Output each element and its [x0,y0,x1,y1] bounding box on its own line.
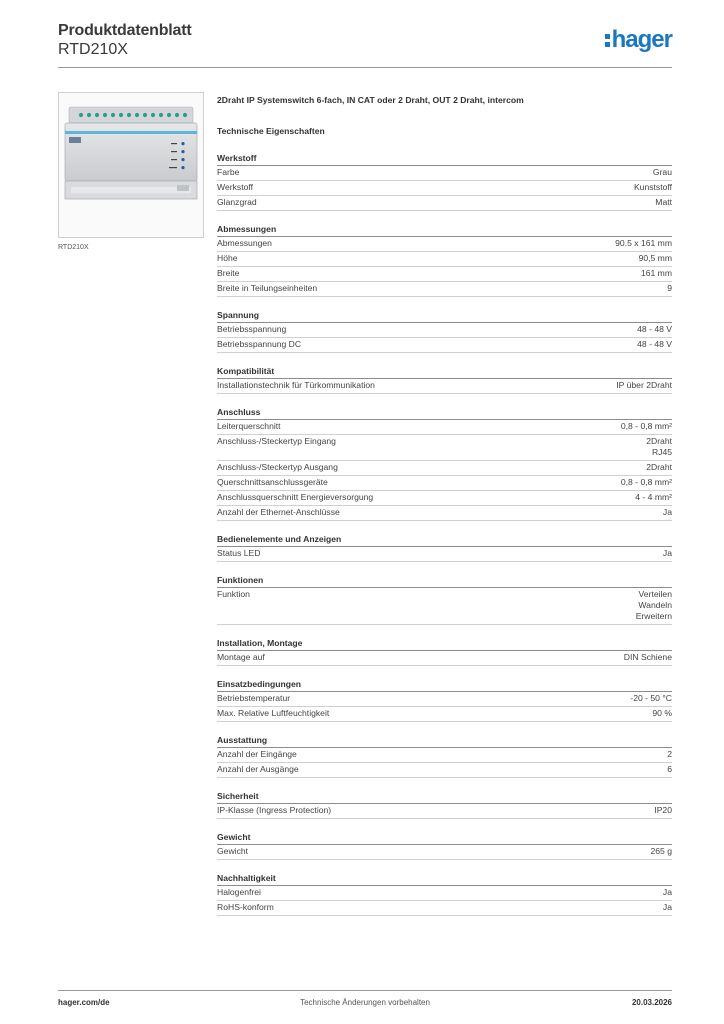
spec-label: Montage auf [217,652,265,662]
spec-value [667,749,672,760]
spec-value-line: Ja [662,548,672,558]
spec-row [217,588,672,625]
spec-value [616,380,672,391]
spec-value-line: 2Draht [646,436,672,446]
spec-row [217,651,672,666]
spec-value [654,805,672,816]
spec-row [217,420,672,435]
spec-row [217,435,672,461]
spec-section [217,223,672,297]
spec-value [621,421,672,432]
spec-row [217,763,672,778]
spec-row [217,267,672,282]
spec-value-line: IP über 2Draht [616,380,672,390]
spec-label: Max. Relative Luftfeuchtigkeit [217,708,330,718]
spec-label: Werkstoff [217,182,253,192]
spec-value-line: 48 - 48 V [637,339,672,349]
spec-row [217,886,672,901]
page-title: Produktdatenblatt [58,22,192,39]
section-title: Kompatibilität [217,365,672,379]
spec-label: Anzahl der Ethernet-Anschlüsse [217,507,340,517]
spec-section [217,678,672,722]
spec-value [636,589,672,622]
spec-label: IP-Klasse (Ingress Protection) [217,805,332,815]
spec-row [217,379,672,394]
spec-value [663,902,672,913]
spec-row [217,252,672,267]
product-code: RTD210X [58,41,128,58]
spec-section [217,406,672,521]
section-title: Einsatzbedingungen [217,678,672,692]
section-title: Bedienelemente und Anzeigen [217,533,672,547]
spec-value-line: 90 % [652,708,672,718]
spec-row [217,901,672,916]
spec-row [217,196,672,211]
spec-label: Anschlussquerschnitt Energieversorgung [217,492,374,502]
spec-label: Breite in Teilungseinheiten [217,283,318,293]
spec-label: Gewicht [217,846,249,856]
spec-row [217,461,672,476]
section-title: Gewicht [217,831,672,845]
spec-section [217,637,672,666]
spec-value [663,887,672,898]
spec-value-line: 2 [667,749,672,759]
spec-row [217,338,672,353]
spec-section [217,365,672,394]
section-title: Werkstoff [217,152,672,166]
spec-value [641,268,672,279]
spec-row [217,804,672,819]
spec-section [217,734,672,778]
section-title: Funktionen [217,574,672,588]
spec-value-line: 0,8 - 0,8 mm² [620,421,672,431]
spec-value [650,846,672,857]
spec-section [217,309,672,353]
spec-row [217,282,672,297]
spec-value-line: 161 mm [640,268,672,278]
section-title: Installation, Montage [217,637,672,651]
spec-label: Glanzgrad [217,197,257,207]
spec-value-line: Grau [652,167,672,177]
spec-value [637,339,672,350]
spec-value-line: 90.5 x 161 mm [615,238,672,248]
spec-value [624,652,672,663]
spec-row [217,707,672,722]
spec-label: Betriebsspannung [217,324,287,334]
spec-row [217,237,672,252]
spec-label: Funktion [217,589,250,599]
section-title: Sicherheit [217,790,672,804]
spec-section [217,872,672,916]
switch-device-icon [59,93,203,237]
spec-row [217,166,672,181]
spec-content [217,95,672,928]
spec-label: RoHS-konform [217,902,274,912]
spec-value [655,197,672,208]
spec-value [663,548,672,559]
spec-value [630,693,672,704]
spec-row [217,181,672,196]
spec-section [217,574,672,625]
spec-value [635,492,672,503]
spec-row [217,547,672,562]
spec-sections [217,152,672,916]
spec-row [217,476,672,491]
page-header [58,20,672,68]
spec-value-line: 2Draht [646,462,672,472]
spec-row [217,323,672,338]
page-footer [58,990,672,1012]
spec-label: Höhe [217,253,238,263]
spec-value-line: Verteilen [638,589,672,599]
spec-value-line: 9 [667,283,672,293]
spec-value-line: 6 [667,764,672,774]
product-image [58,92,204,238]
spec-value-line: 265 g [650,846,672,856]
footer-website-link[interactable]: hager.com/de [58,998,110,1007]
spec-label: Leiterquerschnitt [217,421,281,431]
section-title: Nachhaltigkeit [217,872,672,886]
spec-value [652,708,672,719]
spec-label: Abmessungen [217,238,272,248]
footer-disclaimer: Technische Änderungen vorbehalten [300,998,430,1007]
spec-section [217,152,672,211]
spec-section [217,831,672,860]
spec-value [634,182,672,193]
spec-value [646,436,672,458]
hager-logo [605,26,672,54]
spec-value [621,477,672,488]
spec-row [217,491,672,506]
spec-row [217,692,672,707]
spec-value-line: RJ45 [651,447,672,457]
section-title: Ausstattung [217,734,672,748]
spec-value [667,283,672,294]
spec-row [217,845,672,860]
product-description: 2Draht IP Systemswitch 6-fach, IN CAT oder 2 Draht, OUT 2 Draht, intercom [217,95,524,105]
spec-label: Breite [217,268,240,278]
technical-properties-heading: Technische Eigenschaften [217,126,325,136]
spec-row [217,506,672,521]
spec-label: Anzahl der Eingänge [217,749,297,759]
spec-value [639,253,672,264]
spec-value-line: Ja [662,887,672,897]
spec-value-line: 48 - 48 V [637,324,672,334]
spec-label: Querschnittsanschlussgeräte [217,477,328,487]
spec-value-line: 4 - 4 mm² [635,492,672,502]
spec-label: Betriebstemperatur [217,693,291,703]
spec-label: Halogenfrei [217,887,261,897]
spec-value-line: Wandeln [638,600,672,610]
spec-label: Anzahl der Ausgänge [217,764,299,774]
logo-text: hager [611,26,672,53]
spec-label: Status LED [217,548,261,558]
spec-row [217,748,672,763]
footer-date: 20.03.2026 [631,998,672,1007]
spec-section [217,790,672,819]
logo-dots-icon [605,34,610,47]
spec-label: Anschluss-/Steckertyp Ausgang [217,462,338,472]
spec-value-line: -20 - 50 °C [630,693,672,703]
spec-label: Installationstechnik für Türkommunikation [217,380,375,390]
spec-value [663,507,672,518]
product-image-caption: RTD210X [58,244,89,251]
spec-value-line: Ja [662,507,672,517]
spec-section [217,533,672,562]
section-title: Abmessungen [217,223,672,237]
section-title: Spannung [217,309,672,323]
spec-value-line: Ja [662,902,672,912]
spec-value-line: Kunststoff [633,182,672,192]
spec-value-line: IP20 [654,805,672,815]
spec-value-line: Matt [655,197,672,207]
spec-value [615,238,672,249]
spec-value [646,462,672,473]
spec-label: Anschluss-/Steckertyp Eingang [217,436,336,446]
spec-value-line: Erweitern [635,611,672,621]
spec-value-line: DIN Schiene [623,652,672,662]
spec-value [667,764,672,775]
section-title: Anschluss [217,406,672,420]
spec-value-line: 0,8 - 0,8 mm² [620,477,672,487]
spec-label: Farbe [217,167,240,177]
spec-value-line: 90,5 mm [638,253,672,263]
spec-value [637,324,672,335]
spec-label: Betriebsspannung DC [217,339,302,349]
spec-value [653,167,672,178]
